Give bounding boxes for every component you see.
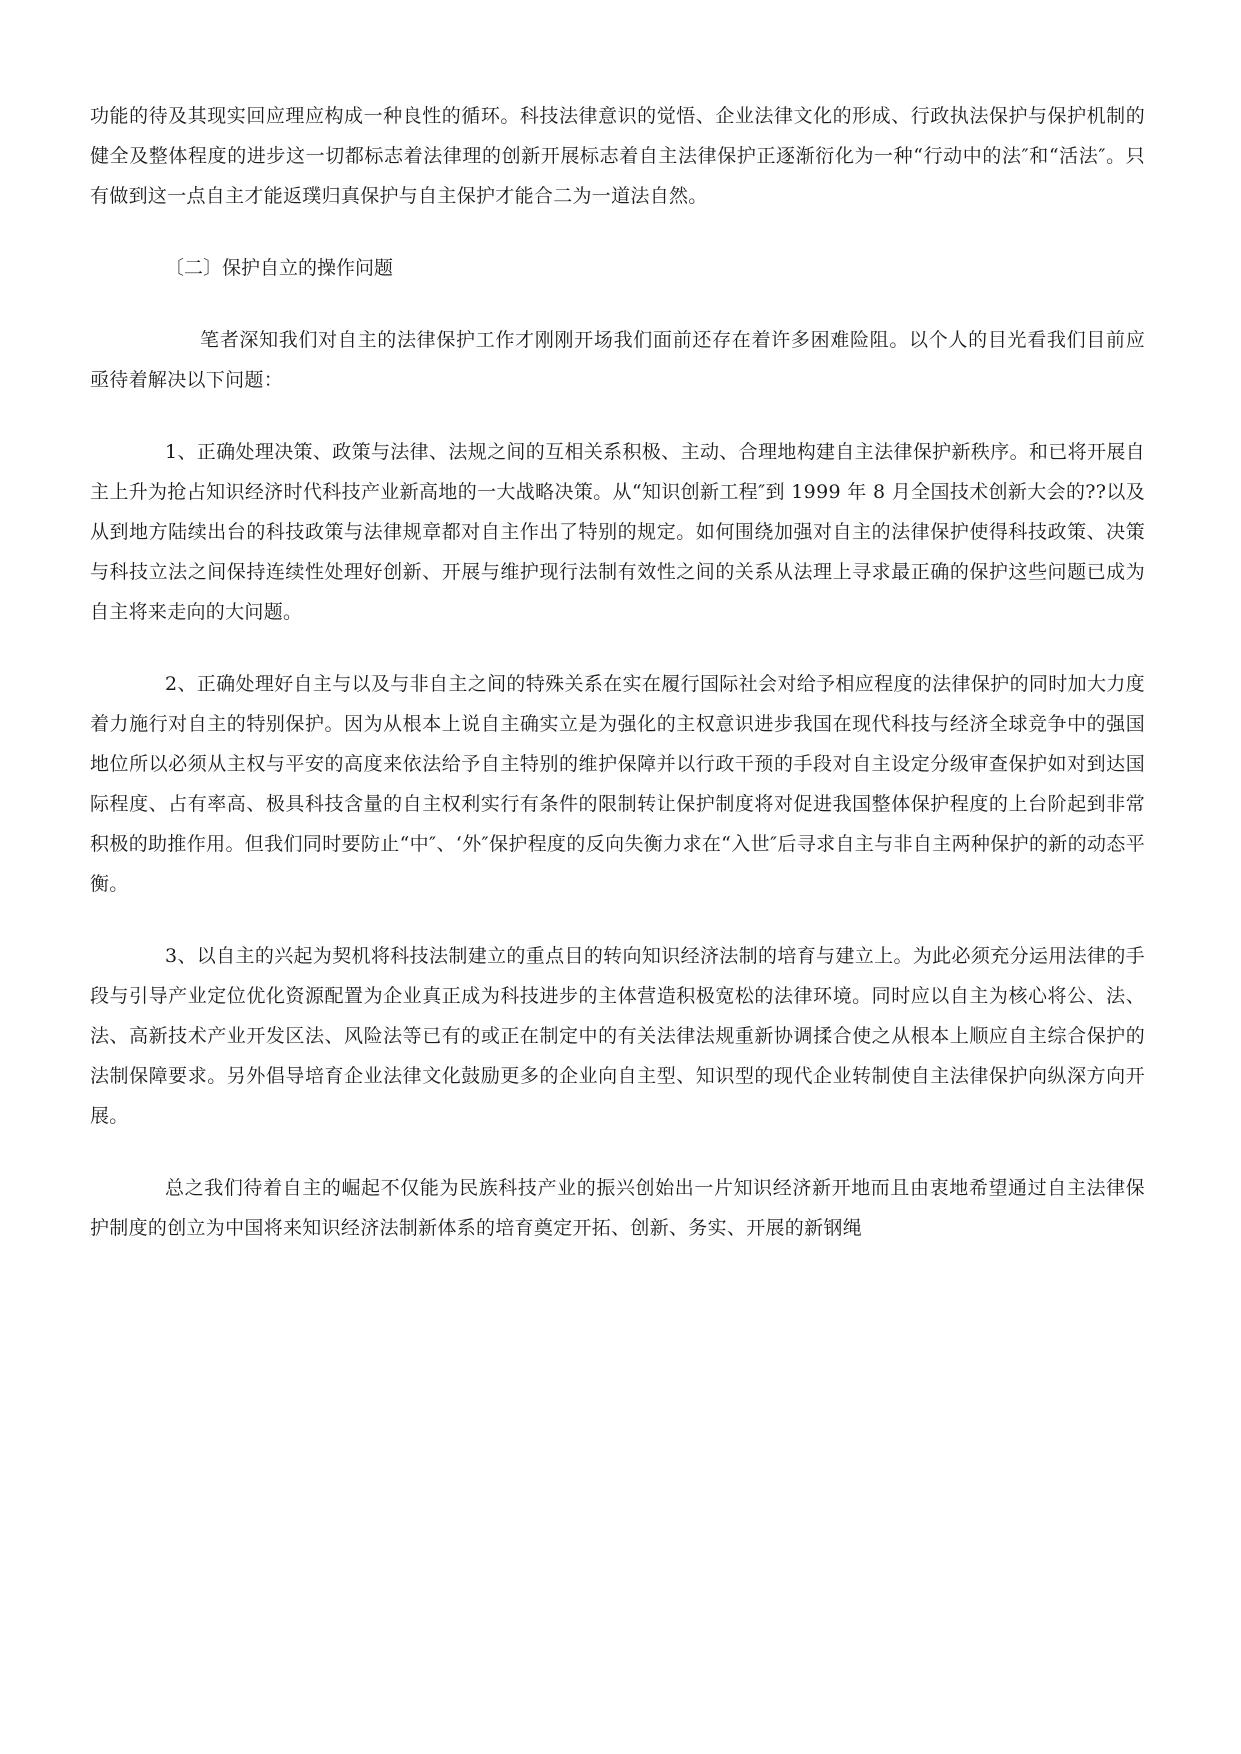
document-page [90, 96, 1145, 1248]
list-item-3-paragraph: 3、以自主的兴起为契机将科技法制建立的重点目的转向知识经济法制的培育与建立上。为此必须充分运用法律的手段与引导产业定位优化资源配置为企业真正成为科技进步的主体营造积极宽松的法律环境。同时应以自主为核心将公、法、法、高新技术产业开发区法、风险法等已有的或正在制定中的有关法律法规重新协调揉合使之从根本上顺应自主综合保护的法制保障要求。另外倡导培育企业法律文化鼓励更多的企业向自主型、知识型的现代企业转制使自主法律保护向纵深方向开展。 [90, 945, 1145, 1127]
conclusion-paragraph: 总之我们待着自主的崛起不仅能为民族科技产业的振兴创始出一片知识经济新开地而且由衷地希望通过自主法律保护制度的创立为中国将来知识经济法制新体系的培育奠定开拓、创新、务实、开展的新钢绳 [90, 1177, 1145, 1239]
intro-paragraph: 功能的待及其现实回应理应构成一种良性的循环。科技法律意识的觉悟、企业法律文化的形成、行政执法保护与保护机制的健全及整体程度的进步这一切都标志着法律理的创新开展标志着自主法律保护正逐渐衍化为一种“行动中的法″和“活法″。只有做到这一点自主才能返璞归真保护与自主保护才能合二为一道法自然。 [90, 105, 1145, 207]
list-item-1-paragraph: 1、正确处理决策、政策与法律、法规之间的互相关系积极、主动、合理地构建自主法律保护新秩序。和已将开展自主上升为抢占知识经济时代科技产业新高地的一大战略决策。从“知识创新工程″到 1999 年 8 月全国技术创新大会的??以及从到地方陆续出台的科技政策与法律规章都对自主作出了特别的规定。如何围绕加强对自主的法律保护使得科技政策、决策与科技立法之间保持连续性处理好创新、开展与维护现行法制有效性之间的关系从法理上寻求最正确的保护这些问题已成为自主将来走向的大问题。 [90, 441, 1145, 623]
list-item-2-paragraph: 2、正确处理好自主与以及与非自主之间的特殊关系在实在履行国际社会对给予相应程度的法律保护的同时加大力度着力施行对自主的特别保护。因为从根本上说自主确实立是为强化的主权意识进步我国在现代科技与经济全球竞争中的强国地位所以必须从主权与平安的高度来依法给予自主特别的维护保障并以行政干预的手段对自主设定分级审查保护如对到达国际程度、占有率高、极具科技含量的自主权利实行有条件的限制转让保护制度将对促进我国整体保护程度的上台阶起到非常积极的助推作用。但我们同时要防止“中″、‘外″保护程度的反向失衡力求在“入世″后寻求自主与非自主两种保护的新的动态平衡。 [90, 673, 1145, 895]
section-heading: 〔二〕保护自立的操作问题 [165, 257, 394, 279]
lead-paragraph: 笔者深知我们对自主的法律保护工作才刚刚开场我们面前还存在着许多困难险阻。以个人的目光看我们目前应亟待着解决以下问题： [90, 329, 1145, 391]
